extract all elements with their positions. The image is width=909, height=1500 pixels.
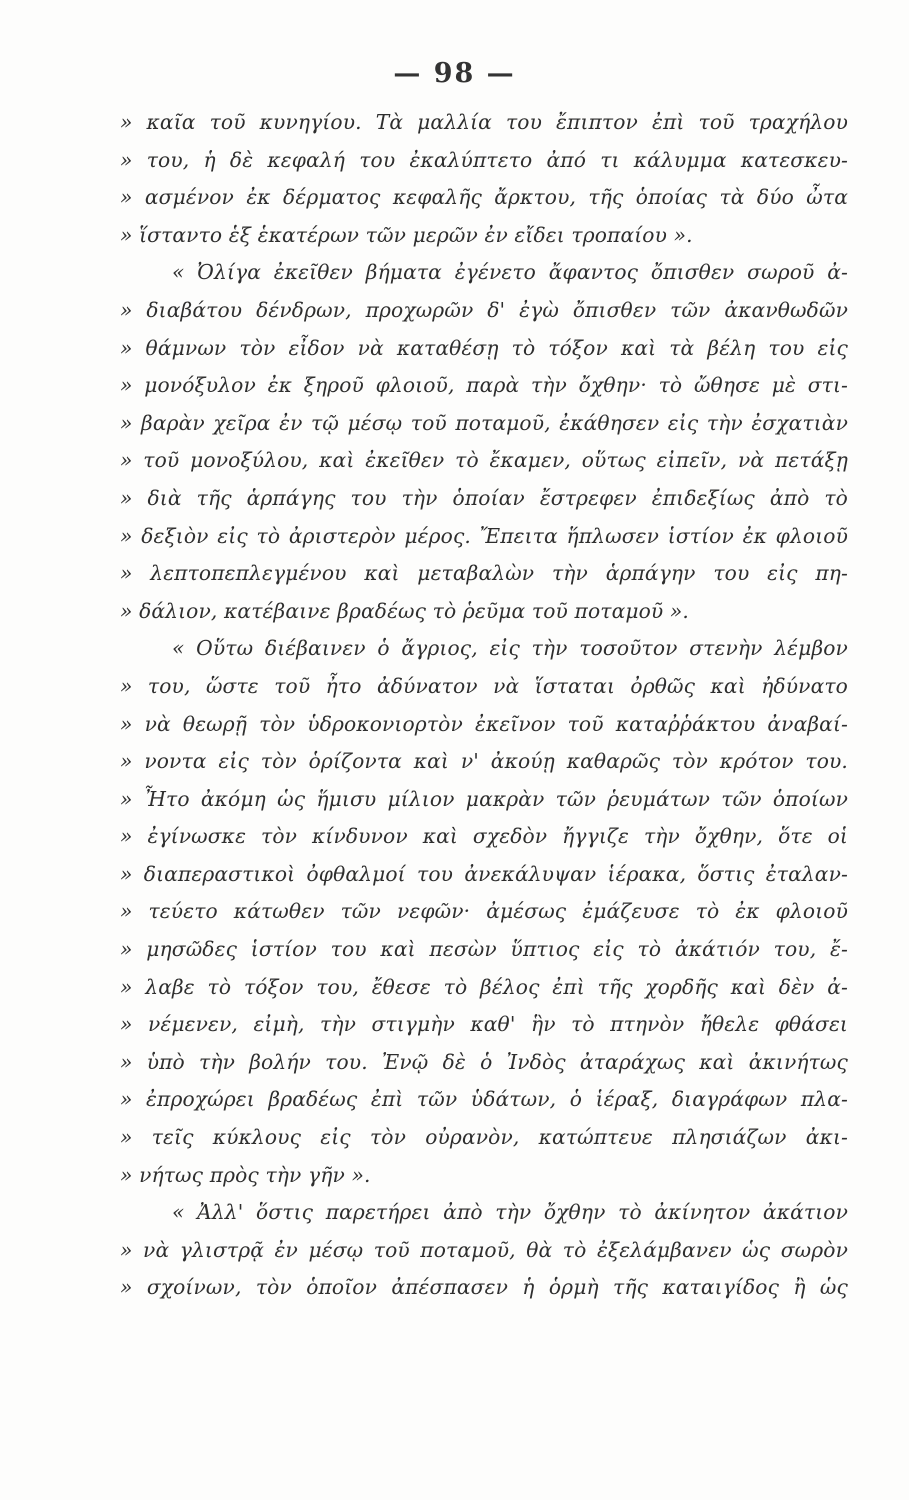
text-line: » νοντα εἰς τὸν ὁρίζοντα καὶ ν' ἀκούῃ καθαρῶς τὸν κρότον του. <box>120 749 848 774</box>
text-line: » μονόξυλον ἐκ ξηροῦ φλοιοῦ, παρὰ τὴν ὄχθην· τὸ ὤθησε μὲ στι- <box>120 373 848 398</box>
text-line: « Ἀλλ' ὅστις παρετήρει ἀπὸ τὴν ὄχθην τὸ ἀκίνητον ἀκάτιον <box>172 1200 848 1225</box>
text-line: » νέμενεν, εἰμὴ, τὴν στιγμὴν καθ' ἣν τὸ πτηνὸν ἤθελε φθάσει <box>120 1012 848 1037</box>
text-line: » μησῶδες ἱστίον του καὶ πεσὼν ὕπτιος εἰς τὸ ἀκάτιόν του, ἔ- <box>120 937 848 962</box>
text-line: » ἵσταντο ἑξ ἑκατέρων τῶν μερῶν ἐν εἴδει τροπαίου ». <box>120 222 693 247</box>
text-line: » του, ἡ δὲ κεφαλή του ἐκαλύπτετο ἀπό τι κάλυμμα κατεσκευ- <box>120 147 848 172</box>
text-line: » Ἦτο ἀκόμη ὡς ἥμισυ μίλιον μακρὰν τῶν ῥευμάτων τῶν ὁποίων <box>120 786 848 811</box>
text-line: » δεξιὸν εἰς τὸ ἀριστερὸν μέρος. Ἔπειτα ἥπλωσεν ἱστίον ἐκ φλοιοῦ <box>120 523 848 548</box>
text-line: » θάμνων τὸν εἶδον νὰ καταθέσῃ τὸ τόξον καὶ τὰ βέλη του εἰς <box>120 335 848 360</box>
text-line: » του, ὥστε τοῦ ἦτο ἀδύνατον νὰ ἵσταται ὀρθῶς καὶ ἠδύνατο <box>120 673 848 698</box>
text-line: » ἐγίνωσκε τὸν κίνδυνον καὶ σχεδὸν ἤγγιζε τὴν ὄχθην, ὅτε οἱ <box>120 824 848 849</box>
text-line: » τοῦ μονοξύλου, καὶ ἐκεῖθεν τὸ ἔκαμεν, οὕτως εἰπεῖν, νὰ πετάξῃ <box>120 448 848 473</box>
text-line: » δάλιον, κατέβαινε βραδέως τὸ ῥεῦμα τοῦ ποταμοῦ ». <box>120 598 689 623</box>
text-line: » βαρὰν χεῖρα ἐν τῷ μέσῳ τοῦ ποταμοῦ, ἐκάθησεν εἰς τὴν ἐσχατιὰν <box>120 410 848 435</box>
text-line: » διαπεραστικοὶ ὀφθαλμοί του ἀνεκάλυψαν ἱέρακα, ὅστις ἐταλαν- <box>120 861 848 886</box>
text-line: « Οὕτω διέβαινεν ὁ ἄγριος, εἰς τὴν τοσοῦτον στενὴν λέμβον <box>172 636 848 661</box>
body-text <box>120 104 848 1307</box>
text-line: » τεύετο κάτωθεν τῶν νεφῶν· ἀμέσως ἐμάζευσε τὸ ἐκ φλοιοῦ <box>120 899 848 924</box>
text-line: » ἐπροχώρει βραδέως ἐπὶ τῶν ὑδάτων, ὁ ἱέραξ, διαγράφων πλα- <box>120 1087 848 1112</box>
text-line: » καῖα τοῦ κυνηγίου. Τὰ μαλλία του ἔπιπτον ἐπὶ τοῦ τραχήλου <box>120 110 848 134</box>
text-line: » λαβε τὸ τόξον του, ἔθεσε τὸ βέλος ἐπὶ τῆς χορδῆς καὶ δὲν ἀ- <box>120 974 848 999</box>
text-line: » τεῖς κύκλους εἰς τὸν οὐρανὸν, κατώπτευε πλησιάζων ἀκι- <box>120 1125 848 1150</box>
text-line: » λεπτοπεπλεγμένου καὶ μεταβαλὼν τὴν ἁρπάγην του εἰς πη- <box>120 561 848 586</box>
text-line: » νὰ θεωρῇ τὸν ὑδροκονιορτὸν ἐκεῖνον τοῦ καταῤῥάκτου ἀναβαί- <box>120 711 848 736</box>
text-line: » ὑπὸ τὴν βολήν του. Ἐνῷ δὲ ὁ Ἰνδὸς ἀταράχως καὶ ἀκινήτως <box>120 1049 848 1074</box>
text-line: » νήτως πρὸς τὴν γῆν ». <box>120 1162 371 1187</box>
text-line: » νὰ γλιστρᾷ ἐν μέσῳ τοῦ ποταμοῦ, θὰ τὸ ἐξελάμβανεν ὡς σωρὸν <box>120 1237 848 1262</box>
page-number: — 98 — <box>393 58 516 89</box>
text-line: » ασμένον ἐκ δέρματος κεφαλῆς ἄρκτου, τῆς ὁποίας τὰ δύο ὦτα <box>120 185 848 210</box>
text-line: » σχοίνων, τὸν ὁποῖον ἀπέσπασεν ἡ ὁρμὴ τῆς καταιγίδος ἢ ὡς <box>120 1275 848 1300</box>
text-line: » διὰ τῆς ἁρπάγης του τὴν ὁποίαν ἔστρεφεν ἐπιδεξίως ἀπὸ τὸ <box>120 485 848 510</box>
text-line: « Ὀλίγα ἐκεῖθεν βήματα ἐγένετο ἄφαντος ὄπισθεν σωροῦ ἀ- <box>172 260 848 285</box>
text-line: » διαβάτου δένδρων, προχωρῶν δ' ἐγὼ ὄπισθεν τῶν ἀκανθωδῶν <box>120 297 848 322</box>
